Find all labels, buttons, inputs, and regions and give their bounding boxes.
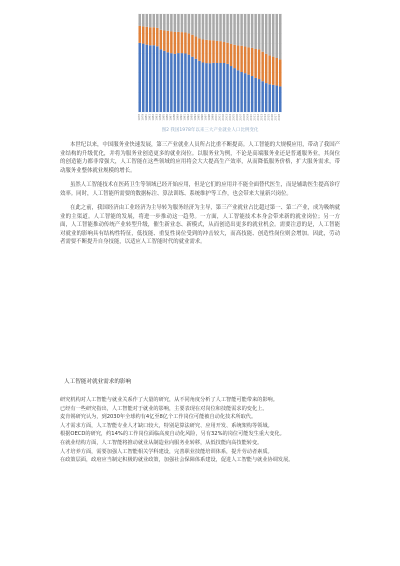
x-tick-label: 2017 xyxy=(274,114,278,121)
bar-segment-series-1 xyxy=(181,53,184,112)
bar-segment-series-1 xyxy=(202,63,205,112)
x-tick-label: 1988 xyxy=(172,114,176,121)
bar-segment-series-2 xyxy=(191,35,194,57)
bar-segment-series-2 xyxy=(174,32,177,54)
bar-segment-series-2 xyxy=(184,33,187,54)
bar-segment-series-1 xyxy=(258,79,261,112)
bar-segment-series-2 xyxy=(202,39,205,62)
bar-segment-series-3 xyxy=(191,14,194,35)
bar-segment-series-3 xyxy=(223,14,226,42)
x-tick-label: 1982 xyxy=(151,114,155,121)
bar-segment-series-3 xyxy=(138,14,141,26)
bar-segment-series-1 xyxy=(153,45,156,112)
bar-segment-series-1 xyxy=(191,57,194,112)
bar-segment-series-2 xyxy=(272,57,275,85)
bar-segment-series-3 xyxy=(279,14,282,59)
bar-segment-series-1 xyxy=(198,61,201,112)
x-tick-label: 2011 xyxy=(253,114,257,121)
bar-segment-series-2 xyxy=(230,44,233,66)
bar-segment-series-1 xyxy=(265,83,268,112)
bar-segment-series-2 xyxy=(170,31,173,53)
x-tick-label: 1984 xyxy=(158,114,162,121)
list-item: 在政策层面，政府应当制定积极的就业政策，加强社会保障体系建设，促进人工智能与就业协调发展。 xyxy=(60,457,294,464)
x-tick-label: 2013 xyxy=(260,114,264,121)
bar-segment-series-2 xyxy=(177,32,180,53)
bar-segment-series-2 xyxy=(142,26,145,43)
bar-segment-series-3 xyxy=(268,14,271,56)
x-tick-label: 2014 xyxy=(264,114,268,121)
bar-segment-series-2 xyxy=(205,40,208,63)
x-tick-label: 1980 xyxy=(144,114,148,121)
x-tick-label: 1995 xyxy=(197,114,201,121)
x-tick-label: 2008 xyxy=(243,114,247,121)
bar-segment-series-3 xyxy=(209,14,212,40)
bar-segment-series-1 xyxy=(226,64,229,112)
list-item: 人才需求方面，人工智能专业人才缺口较大，特别是算法研究、应用开发、系统架构等领域。 xyxy=(60,422,273,429)
x-tick-label: 1999 xyxy=(211,114,215,121)
bar-segment-series-1 xyxy=(219,63,222,112)
x-tick-label: 2006 xyxy=(236,114,240,121)
bar-segment-series-2 xyxy=(265,54,268,83)
bar-segment-series-1 xyxy=(149,45,152,112)
bar-segment-series-2 xyxy=(251,48,254,76)
list-item: 研究机构对人工智能与就业关系作了大量的研究，从不同角度分析了人工智能可能带来的影响。 xyxy=(60,397,278,403)
bar-segment-series-1 xyxy=(223,63,226,112)
bar-segment-series-2 xyxy=(219,41,222,63)
bar-segment-series-2 xyxy=(275,58,278,86)
x-tick-label: 2016 xyxy=(271,114,275,121)
bar-segment-series-3 xyxy=(198,14,201,38)
bar-segment-series-1 xyxy=(188,55,191,112)
bar-segment-series-2 xyxy=(160,30,163,50)
bar-segment-series-1 xyxy=(195,59,198,112)
bar-segment-series-2 xyxy=(156,28,159,46)
x-tick-label: 1994 xyxy=(193,114,197,121)
x-tick-label: 2002 xyxy=(222,114,226,121)
bar-segment-series-1 xyxy=(163,51,166,112)
x-tick-label: 1979 xyxy=(141,114,145,121)
bar-segment-series-2 xyxy=(247,47,250,74)
bar-segment-series-1 xyxy=(216,63,219,112)
list-item: 人才培养方面，需要加强人工智能相关学科建设，完善职业技能培训体系，提升劳动者素质。 xyxy=(60,448,273,455)
x-tick-label: 2005 xyxy=(232,114,236,121)
bar-segment-series-3 xyxy=(167,14,170,31)
list-items xyxy=(60,396,345,465)
bar-segment-series-1 xyxy=(170,53,173,112)
bar-segment-series-2 xyxy=(212,40,215,63)
bar-segment-series-3 xyxy=(244,14,247,47)
x-tick-label: 2015 xyxy=(267,114,271,121)
bar-segment-series-3 xyxy=(240,14,243,46)
bar-segment-series-1 xyxy=(205,63,208,112)
bar-segment-series-1 xyxy=(209,63,212,112)
bar-segment-series-3 xyxy=(156,14,159,28)
bar-segment-series-2 xyxy=(167,31,170,52)
bar-segment-series-2 xyxy=(254,49,257,78)
bar-segment-series-2 xyxy=(244,47,247,74)
bar-segment-series-1 xyxy=(240,72,243,112)
x-tick-label: 2010 xyxy=(250,114,254,121)
bar-segment-series-1 xyxy=(279,86,282,112)
bar-segment-series-3 xyxy=(184,14,187,33)
bar-segment-series-3 xyxy=(177,14,180,32)
bar-segment-series-1 xyxy=(247,75,250,112)
x-tick-label: 2000 xyxy=(215,114,219,121)
bar-segment-series-3 xyxy=(258,14,261,49)
bar-segment-series-3 xyxy=(160,14,163,30)
bar-segment-series-1 xyxy=(138,43,141,112)
bar-segment-series-3 xyxy=(149,14,152,27)
bar-segment-series-2 xyxy=(195,37,198,59)
bar-segment-series-1 xyxy=(142,44,145,112)
bar-segment-series-2 xyxy=(233,45,236,68)
bar-segment-series-2 xyxy=(153,27,156,45)
stacked-bar-chart xyxy=(132,10,286,124)
bar-segment-series-2 xyxy=(138,26,141,43)
bar-segment-series-2 xyxy=(163,30,166,50)
paragraph: 虽然人工智能技术在医药卫生等领域已经开始应用，但是它们的应用并不能全面替代医生，而是辅助医生提高诊疗效率。同时，人工智能所需要的数据标注、算法训练、系统维护等工作，也会带来大量新兴岗位。 xyxy=(60,182,340,197)
bar-segment-series-3 xyxy=(261,14,264,52)
bar-segment-series-1 xyxy=(177,53,180,112)
bar-segment-series-3 xyxy=(254,14,257,49)
x-tick-label: 1978 xyxy=(137,114,141,121)
bar-segment-series-1 xyxy=(174,54,177,112)
x-tick-label: 1987 xyxy=(169,114,173,121)
bar-segment-series-3 xyxy=(146,14,149,27)
bar-segment-series-3 xyxy=(153,14,156,27)
x-tick-label: 2004 xyxy=(229,114,233,121)
bar-segment-series-1 xyxy=(146,45,149,112)
list-item: 根据OECD的研究，约14%的工作岗位面临高度自动化风险，另有32%的岗位可能发生重大变化。 xyxy=(60,431,285,438)
bar-segment-series-1 xyxy=(156,46,159,112)
x-tick-label: 1998 xyxy=(208,114,211,121)
bar-segment-series-3 xyxy=(216,14,219,41)
x-tick-label: 1990 xyxy=(179,114,183,121)
bar-segment-series-2 xyxy=(279,59,282,86)
bar-segment-series-1 xyxy=(268,84,271,112)
body-text xyxy=(60,141,340,253)
x-tick-label: 2001 xyxy=(218,114,222,121)
bar-segment-series-1 xyxy=(237,70,240,112)
x-tick-label: 1991 xyxy=(183,114,187,121)
bar-segment-series-3 xyxy=(205,14,208,40)
bar-segment-series-1 xyxy=(261,81,264,112)
bar-segment-series-2 xyxy=(181,32,184,53)
bar-segment-series-3 xyxy=(170,14,173,31)
paragraph: 在此之前，我国经济由工业经济为主导转为服务经济为主导，第三产业就业占比超过第一、第二产业，成为吸纳就业的主渠道。人工智能的发展，将进一步推动这一趋势。一方面，人工智能技术本身会带来新的就业岗位；另一方面，人工智能推动传统产业转型升级，催生新业态、新模式，从而创造出更多的就业机会。需要注意的是，人工智能对就业的影响具有结构性特征，低技能、重复性岗位受到的冲击较大，而高技能、创造性岗位则会增加。因此，劳动者需要不断提升自身技能，以适应人工智能时代的就业需求。 xyxy=(60,205,340,245)
bar-segment-series-3 xyxy=(188,14,191,33)
bar-segment-series-3 xyxy=(237,14,240,46)
bar-segment-series-3 xyxy=(233,14,236,45)
bar-segment-series-3 xyxy=(230,14,233,44)
x-tick-label: 1985 xyxy=(162,114,166,121)
bar-segment-series-3 xyxy=(275,14,278,58)
bar-segment-series-2 xyxy=(188,33,191,54)
bar-segment-series-3 xyxy=(247,14,250,47)
bar-segment-series-1 xyxy=(272,85,275,112)
bar-segment-series-1 xyxy=(254,78,257,112)
bar-segment-series-2 xyxy=(237,46,240,71)
bar-segment-series-2 xyxy=(258,49,261,79)
x-tick-label: 2007 xyxy=(239,114,243,121)
bar-segment-series-2 xyxy=(226,43,229,64)
bar-segment-series-2 xyxy=(240,46,243,72)
bar-segment-series-3 xyxy=(212,14,215,40)
bar-segment-series-1 xyxy=(244,73,247,112)
bar-segment-series-3 xyxy=(219,14,222,41)
bar-segment-series-1 xyxy=(233,68,236,112)
bar-segment-series-2 xyxy=(209,40,212,63)
chart-caption: 图2 我国1978年以来三大产业就业人口比例变化 xyxy=(161,128,259,133)
bar-segment-series-3 xyxy=(226,14,229,43)
bar-segment-series-3 xyxy=(174,14,177,32)
section-heading: 人工智能对就业需求的影响 xyxy=(64,379,132,385)
bar-segment-series-1 xyxy=(212,63,215,112)
x-tick-label: 1981 xyxy=(148,114,152,121)
bar-segment-series-3 xyxy=(181,14,184,32)
x-tick-label: 1986 xyxy=(165,114,169,121)
x-tick-label: 1997 xyxy=(204,114,208,121)
bar-segment-series-2 xyxy=(149,27,152,45)
bar-segment-series-2 xyxy=(261,52,264,81)
bar-segment-series-1 xyxy=(160,49,163,112)
bar-segment-series-3 xyxy=(163,14,166,30)
x-tick-label: 1989 xyxy=(176,114,180,121)
bar-segment-series-2 xyxy=(268,56,271,85)
paragraph: 本世纪以来，中国服务业快速发展，第三产业就业人员所占比重不断提高。人工智能的大规模应用，带动了我国产业结构的升级优化，并将为服务业创造更多的就业岗位。以服务业为例，不论是高端服务业还是普通服务业，其岗位的创造能力都非常强大，人工智能在这些领域的应用将会大大提高生产效率，从而降低服务价格，扩大服务需求，带动服务业整体就业规模的增长。 xyxy=(60,142,340,174)
x-tick-label: 2018 xyxy=(278,114,282,121)
bar-segment-series-3 xyxy=(195,14,198,37)
bar-segment-series-1 xyxy=(251,76,254,112)
x-tick-label: 2009 xyxy=(246,114,250,121)
bar-segment-series-3 xyxy=(272,14,275,57)
bar-segment-series-2 xyxy=(198,38,201,61)
bar-segment-series-3 xyxy=(251,14,254,48)
x-tick-label: 1996 xyxy=(200,114,204,121)
x-tick-label: 1992 xyxy=(186,114,190,121)
x-tick-label: 1993 xyxy=(190,114,194,121)
x-tick-label: 1983 xyxy=(155,114,159,121)
list-item: 麦肯锡研究认为，到2030年全球约有4亿至8亿个工作岗位可能被自动化技术所取代。 xyxy=(60,414,257,421)
bar-segment-series-2 xyxy=(146,27,149,45)
x-tick-label: 2012 xyxy=(257,114,261,121)
bar-segment-series-1 xyxy=(275,86,278,112)
bar-segment-series-1 xyxy=(184,53,187,112)
x-tick-label: 2003 xyxy=(225,114,229,121)
list-item: 在就业结构方面，人工智能将推动就业从制造业向服务业转移，从低技能向高技能转变。 xyxy=(60,439,263,446)
bar-segment-series-2 xyxy=(216,41,219,63)
bar-segment-series-3 xyxy=(265,14,268,54)
list-item: 已经有一些研究指出，人工智能对于就业的影响，主要表现在对岗位和技能需求的变化上。 xyxy=(60,405,268,412)
bar-segment-series-1 xyxy=(167,52,170,112)
bar-segment-series-3 xyxy=(142,14,145,26)
bar-segment-series-1 xyxy=(230,66,233,112)
bar-segment-series-2 xyxy=(223,42,226,63)
bar-segment-series-3 xyxy=(202,14,205,39)
